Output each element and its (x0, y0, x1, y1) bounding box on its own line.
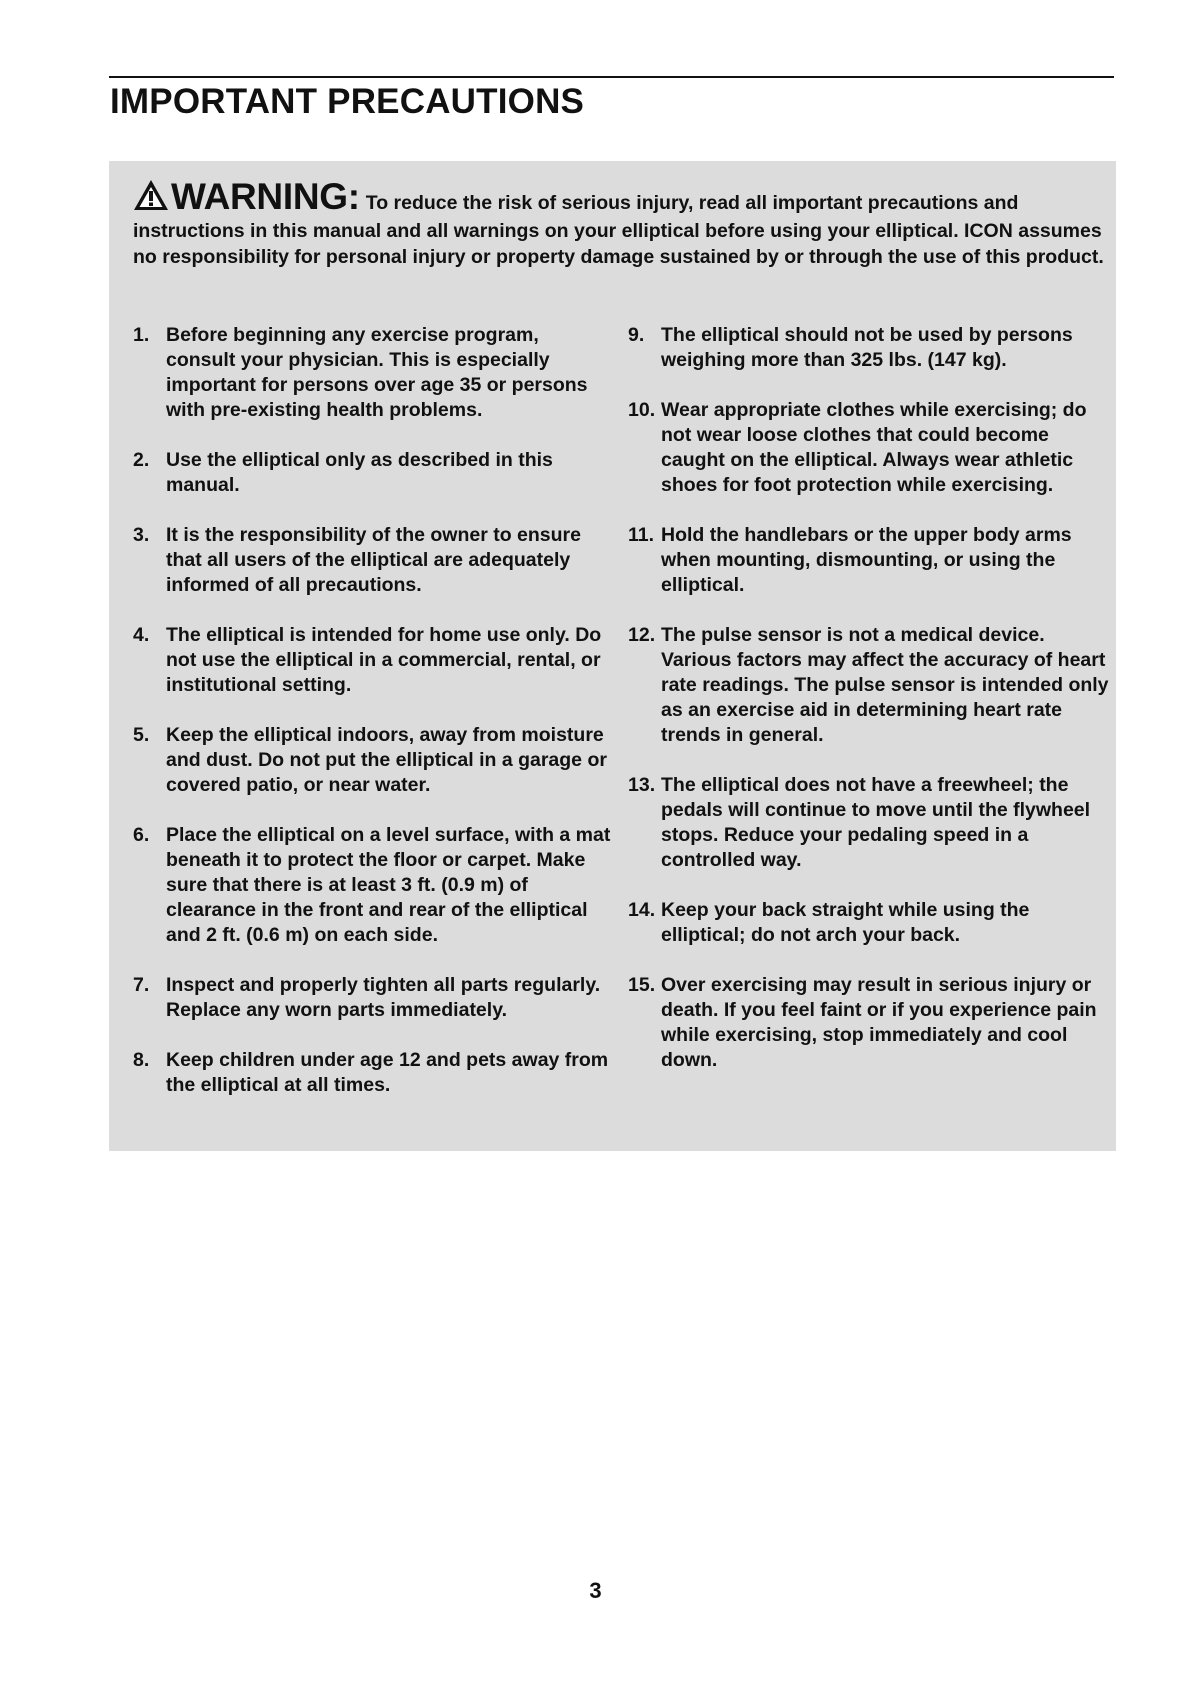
warning-text: To reduce the risk of serious injury, read all important precautions and instructions in this manual and all warnings on your elliptical before using your elliptical. ICON assumes no responsibility for personal injury or property damage sustained by or through the use of this product. (133, 192, 1104, 268)
precaution-item (133, 323, 613, 423)
precaution-text: Keep your back straight while using the elliptical; do not arch your back. (661, 899, 1030, 946)
precaution-text: The elliptical does not have a freewheel; the pedals will continue to move until the flywheel stops. Reduce your pedaling speed in a controlled way. (661, 774, 1091, 871)
precaution-text: It is the responsibility of the owner to ensure that all users of the elliptical are adequately informed of all precautions. (166, 524, 581, 596)
page-title: IMPORTANT PRECAUTIONS (110, 82, 585, 121)
precaution-text: The elliptical is intended for home use only. Do not use the elliptical in a commercial, rental, or institutional setting. (166, 624, 602, 696)
precaution-item (628, 973, 1112, 1073)
precaution-item (628, 898, 1112, 948)
page-number: 3 (589, 1578, 602, 1603)
precaution-item (133, 973, 613, 1023)
precautions-list-left (133, 323, 613, 1123)
precaution-number: 8. (133, 1049, 150, 1071)
precaution-text: Place the elliptical on a level surface, with a mat beneath it to protect the floor or carpet. Make sure that there is at least 3 ft. (0.9 m) of clearance in the front and rear of the elliptical and 2 ft. (0.6 m) on each side. (166, 824, 611, 946)
precaution-number: 14. (628, 899, 656, 921)
precaution-text: Hold the handlebars or the upper body arms when mounting, dismounting, or using the elliptical. (661, 524, 1072, 596)
precaution-item (628, 323, 1112, 373)
precaution-item (133, 723, 613, 798)
precaution-text: Wear appropriate clothes while exercising; do not wear loose clothes that could become caught on the elliptical. Always wear athletic shoes for foot protection while exercising. (661, 399, 1087, 496)
precaution-number: 4. (133, 624, 150, 646)
precaution-number: 9. (628, 324, 645, 346)
precaution-number: 10. (628, 399, 656, 421)
warning-triangle-icon (133, 179, 169, 218)
precaution-item (628, 398, 1112, 498)
precaution-number: 6. (133, 824, 150, 846)
precaution-item (133, 1048, 613, 1098)
warning-panel (109, 161, 1116, 1151)
precaution-number: 5. (133, 724, 150, 746)
precaution-text: Over exercising may result in serious injury or death. If you feel faint or if you experience pain while exercising, stop immediately and cool down. (661, 974, 1097, 1071)
precaution-item (628, 773, 1112, 873)
precaution-item (628, 623, 1112, 748)
precautions-list-right (628, 323, 1112, 1098)
precaution-number: 2. (133, 449, 150, 471)
precaution-number: 11. (628, 524, 655, 546)
precaution-item (133, 523, 613, 598)
precaution-number: 3. (133, 524, 150, 546)
precaution-item (133, 623, 613, 698)
precaution-item (133, 823, 613, 948)
precaution-number: 13. (628, 774, 656, 796)
precaution-number: 12. (628, 624, 656, 646)
warning-label: WARNING: (171, 176, 360, 217)
precaution-text: Inspect and properly tighten all parts regularly. Replace any worn parts immediately. (166, 974, 601, 1021)
warning-paragraph (133, 176, 1105, 270)
precaution-item (133, 448, 613, 498)
precaution-number: 7. (133, 974, 150, 996)
precaution-text: Use the elliptical only as described in this manual. (166, 449, 553, 496)
precaution-number: 1. (133, 324, 150, 346)
precaution-text: Before beginning any exercise program, consult your physician. This is especially important for persons over age 35 or persons with pre-existing health problems. (166, 324, 588, 421)
precaution-text: The pulse sensor is not a medical device. Various factors may affect the accuracy of heart rate readings. The pulse sensor is intended only as an exercise aid in determining heart rate trends in general. (661, 624, 1109, 746)
top-rule (109, 76, 1114, 78)
precaution-text: Keep the elliptical indoors, away from moisture and dust. Do not put the elliptical in a garage or covered patio, or near water. (166, 724, 607, 796)
precaution-item (628, 523, 1112, 598)
precaution-text: Keep children under age 12 and pets away from the elliptical at all times. (166, 1049, 609, 1096)
precaution-text: The elliptical should not be used by persons weighing more than 325 lbs. (147 kg). (661, 324, 1073, 371)
precaution-number: 15. (628, 974, 656, 996)
